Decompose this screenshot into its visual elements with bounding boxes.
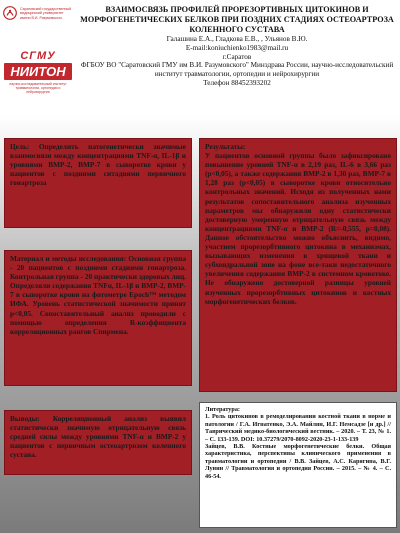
goal-text: Цель: Определить патогенетически значимые взаимосвязи между концентрациями TNF-α, IL-1β и уровнями BMP-2, BMP-7 в сыворотке крови у пациентов с поздними ситадиями первичного гонартроза [10,142,186,188]
institute-logo-subtitle: научно-исследовательский институт травматологии, ортопедии и нейрохирургии [9,82,67,94]
conclusions-text: Выводы: Корреляционный анализ выявил статистически значимую отрицательную связь средней силы между уровнями TNF-α и BMP-2 у пациентов с первичным остеоартрозом коленного сустава. [10,414,186,460]
literature-heading: Литература: [205,406,240,413]
sgmu-emblem-icon [3,6,17,20]
conclusions-box [4,410,192,475]
institute-logo [4,50,72,102]
results-box [199,138,397,392]
literature-item: 1. Роль цитокинов в ремоделировании костной ткани в норме и патологии / Г.А. Игнатенко, Э.А. Майлян, И.Г. Немсадзе [и др.] // Таврический медико-биологический вестник. – 2020. – Т. 23, № 1. – С. 133-139. DOI: 10.37279/2070-8092-2020-23-1-133-139 [205,413,391,443]
city: г.Саратов [222,52,252,61]
university-name: Саратовский государственный медицинский университет имени В.И. Разумовского [20,7,72,20]
poster-title: ВЗАИМОСВЯЗЬ ПРОФИЛЕЙ ПРОРЕЗОРТИВНЫХ ЦИТОКИНОВ И МОРФОГЕНЕТИЧЕСКИХ БЕЛКОВ ПРИ ПОЗДНИХ СТАДИЯХ ОСТЕОАРТРОЗА КОЛЕННОГО СУСТАВА [80,5,394,34]
methods-text: Материал и методы исследования: Основная группа - 20 пациентов с поздними стадиями гонартроза. Контрольная группа - 20 практически здоровых лиц. Определяли содержания TNFα, IL-1β и BMP-2, BMP-7 в сыворотке крови на фотометре Epoch™ методом ИФА. Уровень статистической значимости принят p<0,05. Сопоставительный анализ проводили с помощью определения R-коэффициента корреляционных рангов Спирмена. [10,254,186,336]
methods-box [4,250,192,386]
results-text: У пациентов основной группы было зафиксировано повышение уровней TNF-α в 2,19 раз, IL-6 в 3,66 раз (p<0,05), а также содержания BMP-2 в 1,30 раз, BMP-7 в 1,28 раз (p<0,05) в сыворотке крови относительно контрольных значений. Исходя из полученных нами результатов сопоставительного анализа изученных параметров мы обнаружили одну статистически достоверную умеренную отрицательную связь между концентрациями TNF-α и BMP-2 (R=-0,555, p=0,08). Данное обстоятельство можно объяснить, видимо, участием прорезорбтивного цитокина в механизмах, вызывающих изменения в хрящевой ткани и субхондральной зоне на фоне все-таки недостаточного увеличения содержания BMP-2 в системном кровотоке. Не обнаружено достоверной разницы уровней изученных прорезорбтивных цитокинов и костных морфогенетических белков. [205,151,391,306]
institute-logo-top: СГМУ [20,50,56,62]
organization: ФГБОУ ВО "Саратовский ГМУ им В.И. Разумовского" Минздрава России, научно-исследовательский институт травматологии, ортопедии и нейрохирургии [80,61,394,79]
goal-box [4,138,192,228]
poster-header [78,5,396,88]
institute-logo-name: НИИТОН [4,63,72,80]
results-heading: Результаты: [205,142,246,151]
university-logo [3,6,73,36]
phone: Телефон 88452393202 [203,78,271,87]
literature-box [199,402,397,528]
authors: Галашина Е.А., Гладкова Е.В., , Ульянов В.Ю. [166,35,308,43]
literature-item: Зайцев, В.В. Костные морфогенетические белки. Общая характеристика, перспективы клинического применения в травматологии и ортопедии / В.В. Зайцев, А.С. Карягина, В.Г. Лунин // Травматология и ортопедия России. – 2015. – № 4. – С. 46-54. [205,443,391,480]
email: E-mail:koniuchienko1983@mail.ru [185,43,289,52]
